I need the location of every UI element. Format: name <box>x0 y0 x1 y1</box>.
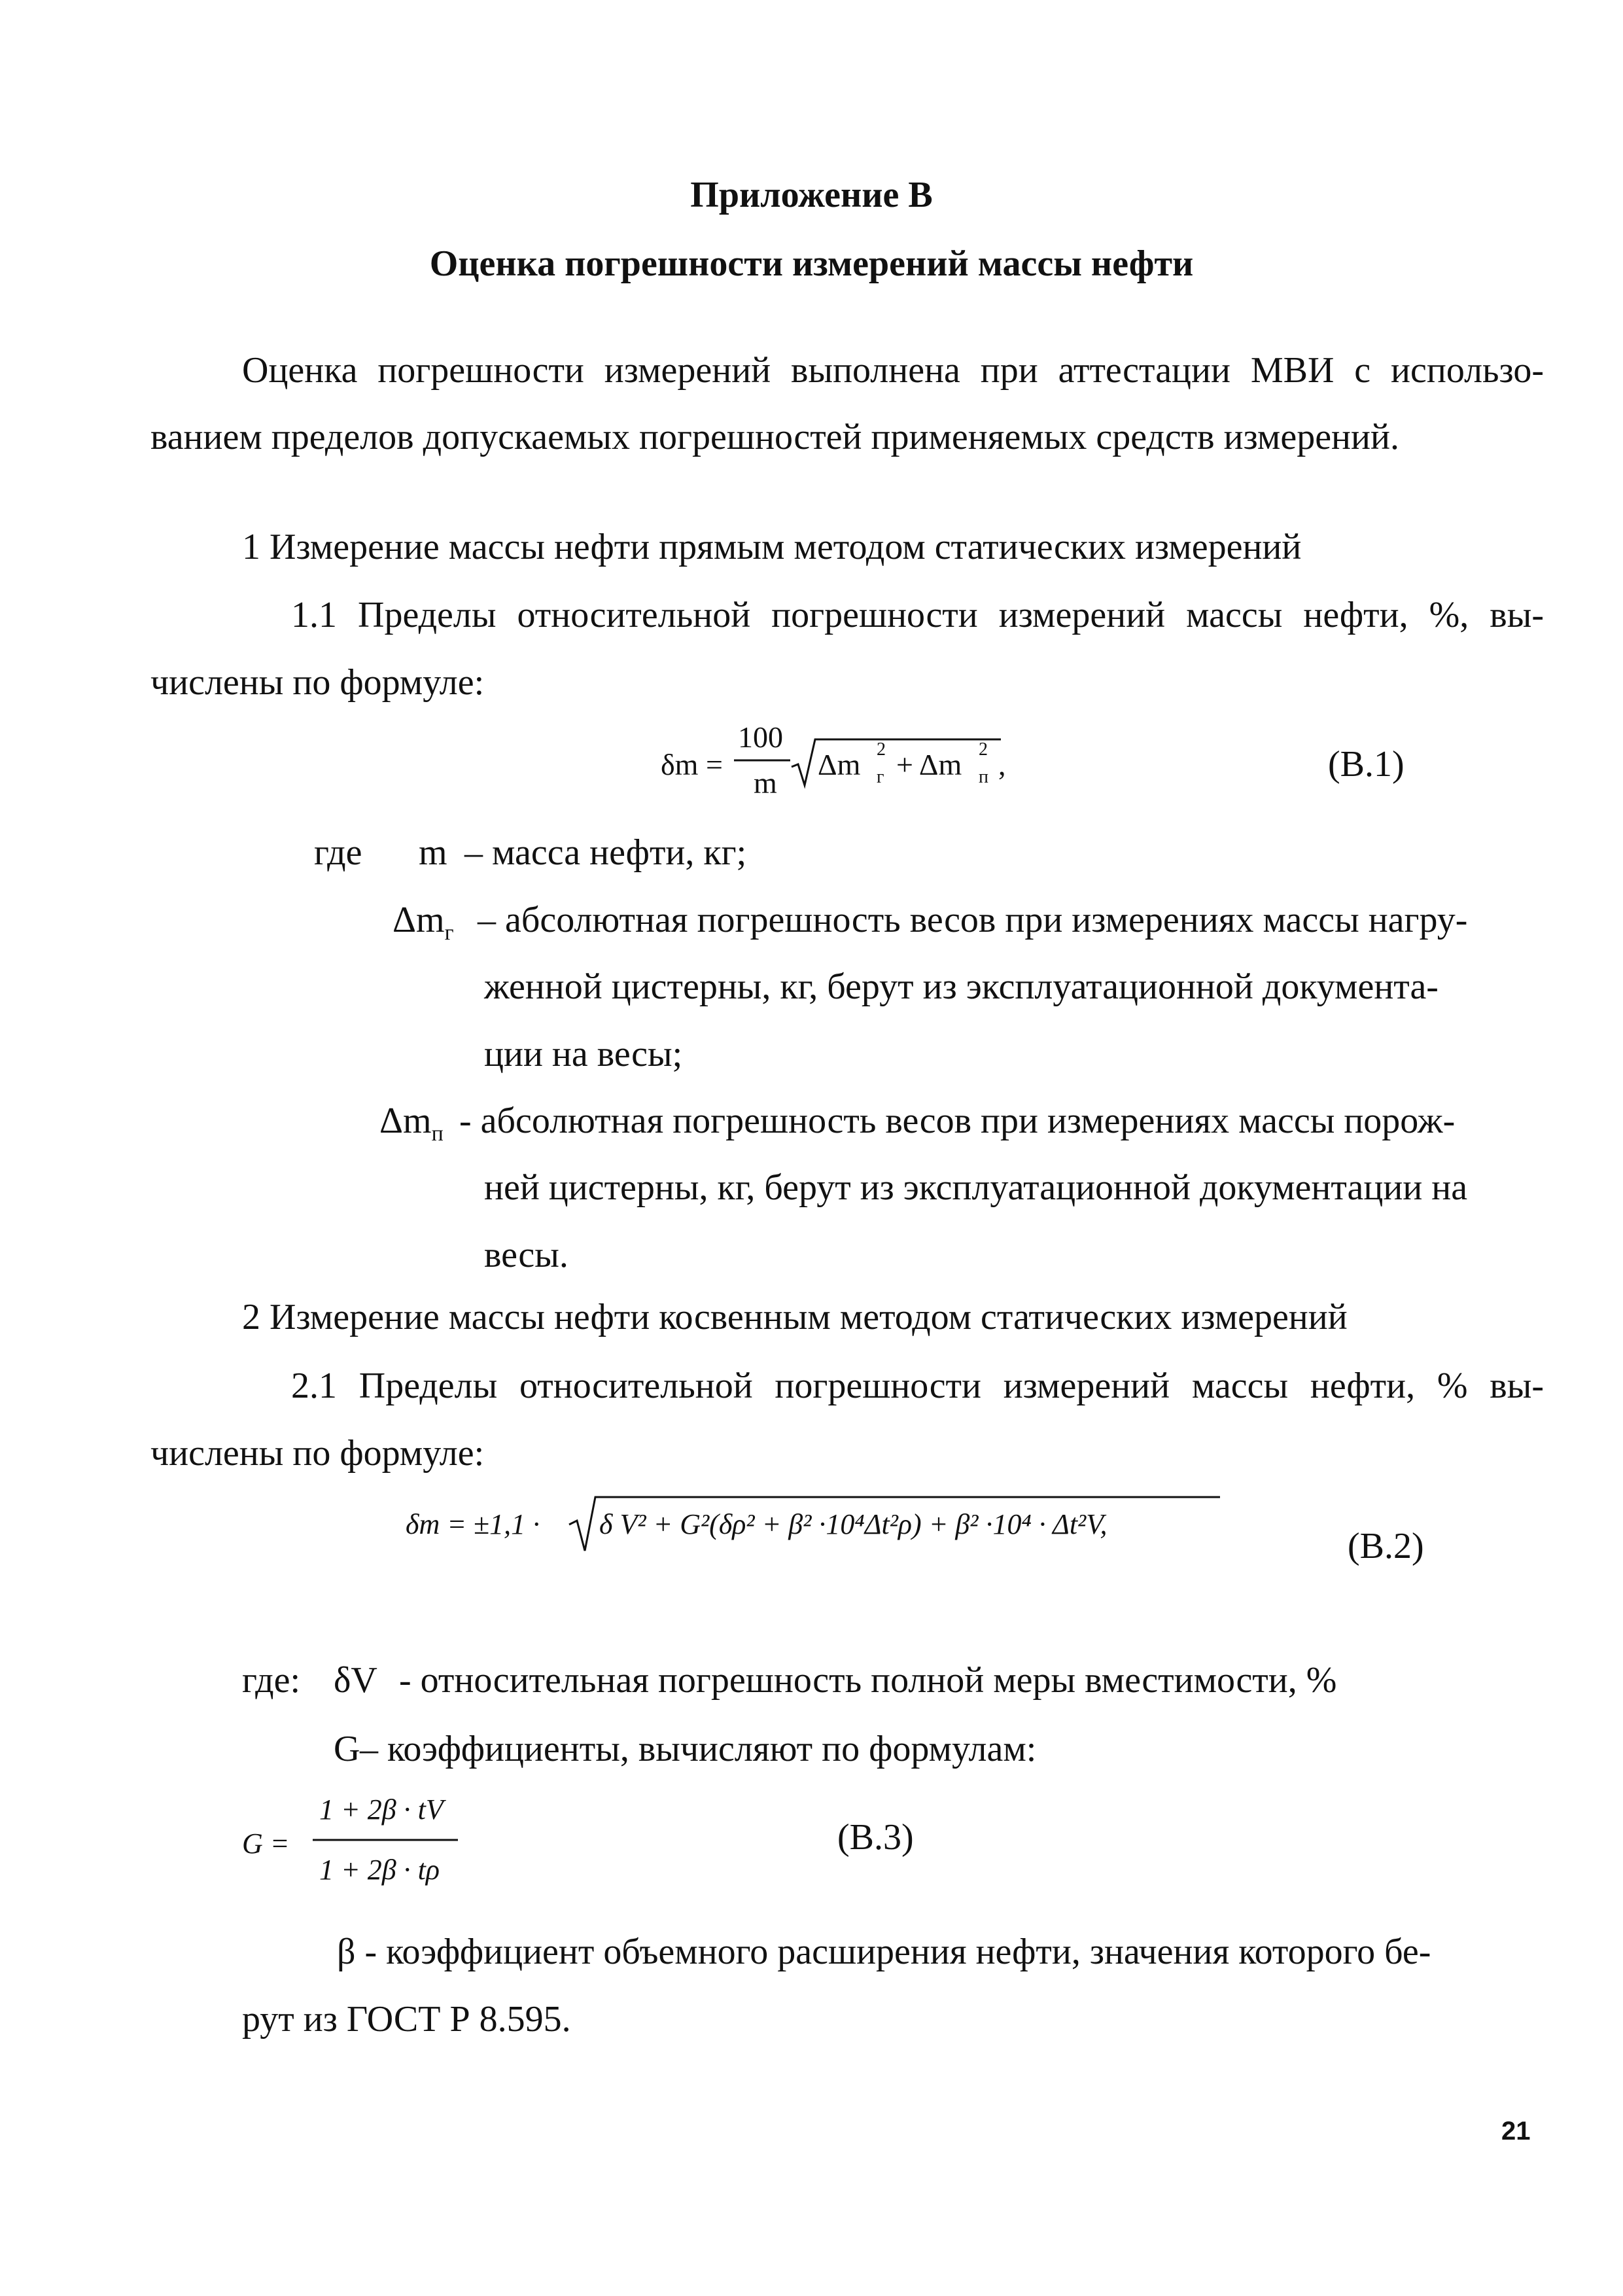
beta-line-2: рут из ГОСТ Р 8.595. <box>242 1999 571 2040</box>
section1-para-line-2: числены по формуле: <box>150 662 485 703</box>
def-dmp-line-2: ней цистерны, кг, берут из эксплуатационной документации на <box>484 1167 1468 1208</box>
formula-b1-tail: , <box>998 748 1006 781</box>
appendix-subtitle: Оценка погрешности измерений массы нефти <box>429 243 1194 284</box>
def-dmg-line-3: ции на весы; <box>484 1034 683 1074</box>
formula-b1-sup-a: 2 <box>877 739 886 760</box>
def-dmp-line-3: весы. <box>484 1235 568 1275</box>
section2-para-line-2: числены по формуле: <box>150 1433 485 1474</box>
beta-line-1: β - коэффициент объемного расширения нефти, значения которого бе- <box>337 1932 1431 1972</box>
formula-b1-numerator: 100 <box>738 720 783 754</box>
def-g-text: – коэффициенты, вычисляют по формулам: <box>360 1729 1037 1769</box>
section1-para-line-1: 1.1 Пределы относительной погрешности измерений массы нефти, %, вы- <box>291 595 1544 635</box>
formula-b1-term-b: + Δm <box>896 748 962 781</box>
formula-b2-number: (В.2) <box>1348 1526 1424 1566</box>
formula-b1-term-a: Δm <box>818 748 861 781</box>
formula-b1-lhs: δm = <box>661 748 723 781</box>
formula-b1-sub-b: п <box>979 767 988 787</box>
def-m-text: – масса нефти, кг; <box>464 832 747 873</box>
formula-b3-denominator: 1 + 2β · tρ <box>319 1854 440 1886</box>
section1-heading: 1 Измерение массы нефти прямым методом статических измерений <box>242 527 1302 567</box>
def-dmg-symbol: $\Delta m_г$ <box>393 900 454 945</box>
where-label-1: где <box>314 832 362 873</box>
formula-b3-lhs: G = <box>242 1828 290 1860</box>
def-g-symbol: G <box>334 1729 360 1769</box>
where-label-2: где: <box>242 1660 301 1701</box>
formula-b1-number: (В.1) <box>1328 744 1405 785</box>
def-dmp-symbol: $\Delta m_п$ <box>379 1101 444 1146</box>
def-dv-text: - относительная погрешность полной меры вместимости, % <box>399 1660 1337 1701</box>
def-m-symbol: m <box>419 832 447 873</box>
formula-b1-sub-a: г <box>877 767 884 787</box>
formula-b2-lhs: δm = ±1,1 · <box>406 1508 540 1540</box>
def-dmp-line-1: - абсолютная погрешность весов при измерениях массы порож- <box>459 1101 1456 1141</box>
formula-b1-sup-b: 2 <box>979 739 988 760</box>
formula-b2 <box>406 1485 1223 1557</box>
formula-b1-denominator: m <box>754 766 777 800</box>
formula-b3-fraction-bar <box>242 1793 543 1904</box>
formula-b2-radicand: δ V² + G²(δρ² + β² ·10⁴Δt²ρ) + β² ·10⁴ · Δt²V, <box>599 1508 1108 1540</box>
page-number: 21 <box>1501 2117 1531 2146</box>
def-dmg-line-1: – абсолютная погрешность весов при измерениях массы нагру- <box>478 900 1468 940</box>
def-dv-symbol: δV <box>334 1660 377 1701</box>
section2-para-line-1: 2.1 Пределы относительной погрешности измерений массы нефти, % вы- <box>291 1366 1544 1406</box>
formula-b3 <box>242 1793 543 1904</box>
def-dmg-line-2: женной цистерны, кг, берут из эксплуатационной документа- <box>484 966 1439 1007</box>
intro-line-2: ванием пределов допускаемых погрешностей применяемых средств измерений. <box>150 417 1399 457</box>
intro-line-1: Оценка погрешности измерений выполнена при аттестации МВИ с использо- <box>242 350 1544 391</box>
appendix-title: Приложение В <box>690 175 933 215</box>
formula-b1 <box>661 720 1053 818</box>
formula-b3-number: (В.3) <box>837 1817 914 1858</box>
section2-heading: 2 Измерение массы нефти косвенным методом статических измерений <box>242 1297 1348 1337</box>
formula-b3-numerator: 1 + 2β · tV <box>319 1793 444 1826</box>
